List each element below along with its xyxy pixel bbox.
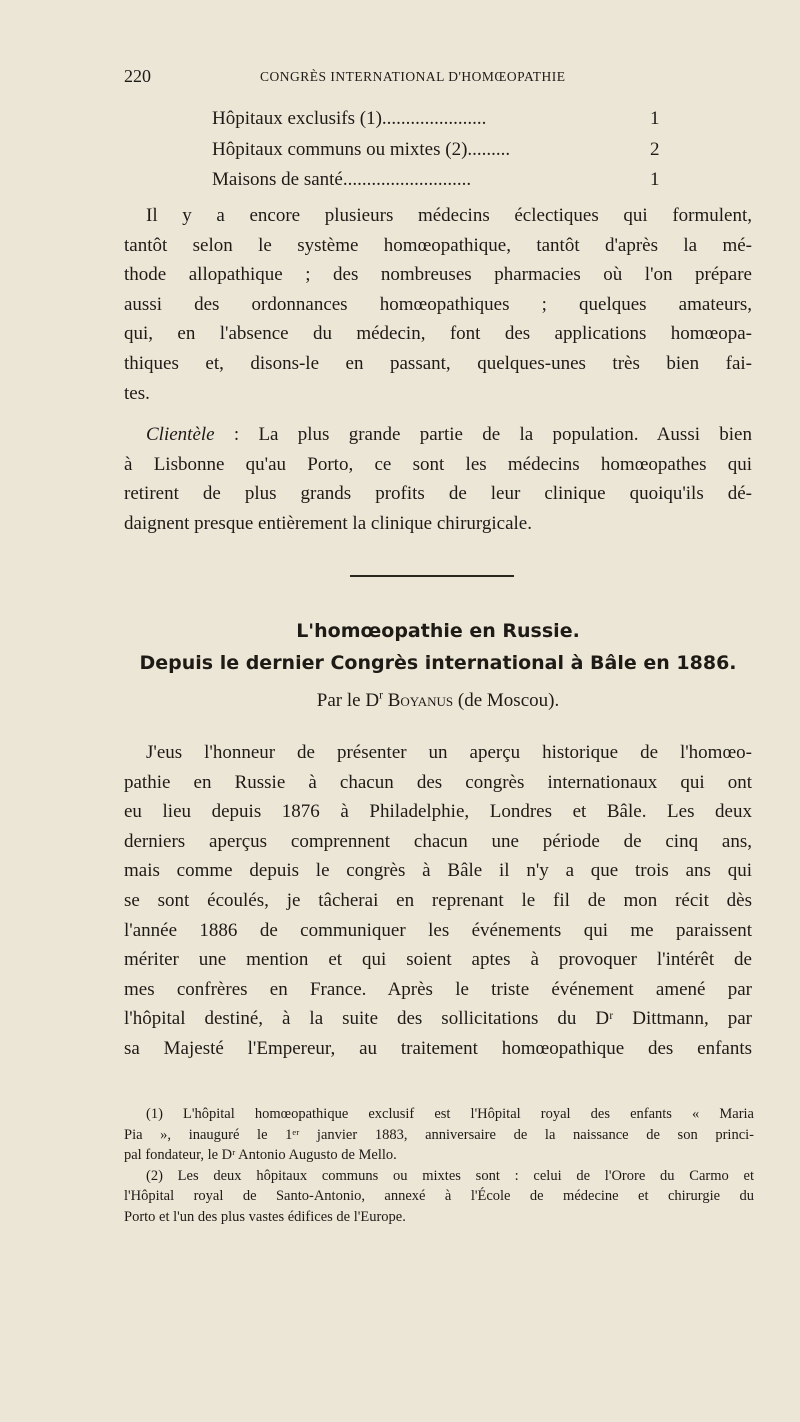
text-line: J'eus l'honneur de présenter un aperçu historique de l'homœo-	[146, 742, 752, 763]
text-line: qui, en l'absence du médecin, font des applications homœopa-	[124, 323, 752, 345]
stat-row	[212, 135, 672, 166]
text-line: thiques et, disons-le en passant, quelques-unes très bien fai-	[124, 352, 752, 374]
text-line: se sont écoulés, je tâcherai en reprenant le fil de mon récit dès	[124, 889, 752, 911]
footnote-line: (2) Les deux hôpitaux communs ou mixtes sont : celui de l'Orore du Carmo et	[146, 1167, 754, 1184]
byline-suffix: (de Moscou).	[453, 690, 560, 711]
text-line: pathie en Russie à chacun des congrès internationaux qui ont	[124, 771, 752, 793]
text-line: retirent de plus grands profits de leur clinique quoiqu'ils dé-	[124, 483, 752, 505]
stat-row	[212, 104, 672, 135]
text-line: l'hôpital destiné, à la suite des sollicitations du Dʳ Dittmann, par	[124, 1008, 752, 1030]
paragraph-russia-intro	[124, 738, 752, 1064]
paragraph-clientele	[124, 420, 752, 538]
text-line: Il y a encore plusieurs médecins éclectiques qui formulent,	[146, 205, 752, 226]
text-line	[124, 420, 752, 450]
stat-label: Maisons de santé...........................	[212, 169, 472, 190]
text-line: daignent presque entièrement la clinique chirurgicale.	[124, 512, 532, 534]
text-line: derniers aperçus comprennent chacun une période de cinq ans,	[124, 830, 752, 852]
byline-prefix: Par le D	[316, 690, 380, 711]
footnote-line: Pia », inauguré le 1ᵉʳ janvier 1883, anniversaire de la naissance de son princi-	[124, 1126, 754, 1143]
page-number: 220	[124, 66, 151, 86]
text-line: thode allopathique ; des nombreuses pharmacies où l'on prépare	[124, 264, 752, 286]
text-line: aussi des ordonnances homœopathiques ; quelques amateurs,	[124, 293, 752, 315]
stat-label: Hôpitaux exclusifs (1)......................	[212, 108, 487, 129]
stat-label: Hôpitaux communs ou mixtes (2).........	[212, 138, 511, 160]
running-title: CONGRÈS INTERNATIONAL D'HOMŒOPATHIE	[260, 69, 566, 84]
footnote-line: Porto et l'un des plus vastes édifices de l'Europe.	[124, 1208, 406, 1225]
footnote-line: pal fondateur, le Dʳ Antonio Augusto de Mello.	[124, 1147, 397, 1163]
page-header	[124, 66, 654, 94]
text-line: tantôt selon le système homœopathique, tantôt d'après la mé-	[124, 234, 752, 256]
section-divider	[350, 575, 514, 577]
article-title: L'homœopathie en Russie.	[296, 620, 580, 642]
author-name: Boyanus	[387, 690, 454, 711]
hospital-stats	[212, 104, 672, 196]
stat-value: 2	[650, 138, 660, 160]
article-subtitle: Depuis le dernier Congrès international à Bâle en 1886.	[139, 652, 737, 674]
text-line: sa Majesté l'Empereur, au traitement homœopathique des enfants	[124, 1037, 752, 1059]
text-line: mais comme depuis le congrès à Bâle il n'y a que trois ans qui	[124, 860, 752, 882]
text-line: mes confrères en France. Après le triste événement amené par	[124, 978, 752, 1000]
byline-sup: r	[379, 688, 383, 702]
stat-value: 1	[650, 169, 660, 190]
clientele-lead: Clientèle	[146, 424, 215, 445]
text-line: tes.	[124, 382, 150, 404]
text-line: l'année 1886 de communiquer les événements qui me paraissent	[124, 919, 752, 941]
article-byline	[124, 690, 752, 712]
stat-value: 1	[650, 108, 660, 129]
footnote-line: l'Hôpital royal de Santo-Antonio, annexé à l'École de médecine et chirurgie du	[124, 1188, 754, 1204]
text-line: mériter une mention et qui soient aptes à provoquer l'intérêt de	[124, 949, 752, 971]
paragraph-eclectic-doctors	[124, 201, 752, 408]
footnotes	[124, 1104, 754, 1227]
footnote-line: (1) L'hôpital homœopathique exclusif est l'Hôpital royal des enfants « Maria	[146, 1106, 754, 1122]
text-line: à Lisbonne qu'au Porto, ce sont les médecins homœopathes qui	[124, 453, 752, 475]
stat-row	[212, 165, 672, 196]
text-line: eu lieu depuis 1876 à Philadelphie, Londres et Bâle. Les deux	[124, 801, 752, 823]
clientele-text: : La plus grande partie de la population. Aussi bien	[214, 424, 752, 445]
